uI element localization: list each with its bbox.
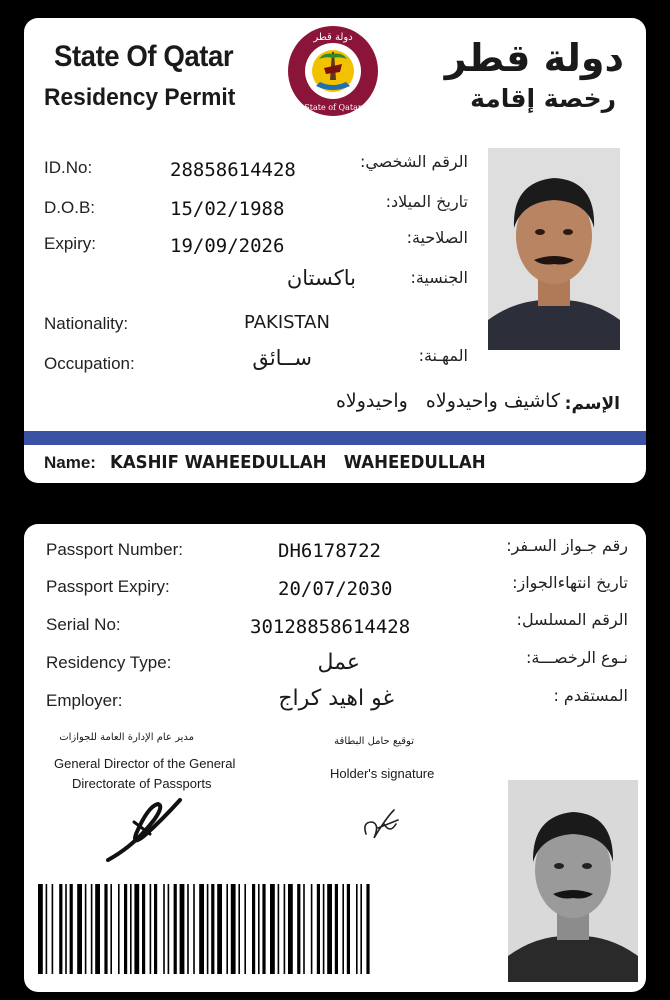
title-residency-permit-ar: رخصة إقامة (470, 84, 616, 113)
barcode-bar (297, 884, 300, 974)
barcode-bar (163, 884, 165, 974)
barcode-bar (366, 884, 369, 974)
holder-signature-ar: توقيع حامل البطاقة (334, 736, 414, 747)
barcode-bar (70, 884, 73, 974)
barcode-bar (193, 884, 195, 974)
director-title-ar: مدير عام الإدارة العامة للجوازات (59, 732, 194, 743)
id-label: ID.No: (44, 158, 93, 177)
barcode-bar (154, 884, 157, 974)
occupation-label-ar: المهـنة: (418, 346, 468, 365)
emblem-text-ar: دولة قطر (313, 32, 353, 43)
director-title-en-2: Directorate of Passports (72, 776, 212, 791)
barcode-bar (311, 884, 313, 974)
residency-card-back (24, 524, 646, 992)
barcode-bar (317, 884, 320, 974)
barcode-bar (342, 884, 344, 974)
barcode (36, 884, 376, 974)
occupation-label: Occupation: (44, 354, 135, 373)
passport-value: DH6178722 (278, 540, 381, 562)
expiry-label-ar: الصلاحية: (406, 228, 468, 247)
name-label: Name: (44, 453, 96, 472)
qatar-emblem-logo (286, 24, 380, 118)
barcode-bar (168, 884, 170, 974)
name-value-ar: كاشيف واحيدولاه واحيدولاه (335, 390, 560, 412)
blue-band (24, 431, 646, 445)
barcode-bar (323, 884, 325, 974)
holder-photo (488, 148, 620, 350)
barcode-bar (104, 884, 107, 974)
id-label-ar: الرقم الشخصي: (359, 152, 468, 171)
barcode-bar (187, 884, 189, 974)
barcode-bar (284, 884, 286, 974)
dob-label: D.O.B: (44, 198, 96, 217)
barcode-bar (303, 884, 305, 974)
nationality-label-ar: الجنسية: (410, 268, 468, 287)
barcode-bar (288, 884, 293, 974)
barcode-bar (134, 884, 139, 974)
expiry-value: 19/09/2026 (170, 235, 285, 257)
residency-type-value-ar: عمل (317, 650, 360, 675)
barcode-bar (226, 884, 228, 974)
barcode-bar (356, 884, 358, 974)
barcode-bar (85, 884, 87, 974)
residency-card-front (24, 18, 646, 483)
barcode-bar (244, 884, 246, 974)
passport-label-ar: رقم جـواز السـفر: (506, 536, 628, 555)
barcode-bar (118, 884, 120, 974)
holder-signature (360, 804, 404, 844)
passport-expiry-value: 20/07/2030 (278, 578, 393, 600)
barcode-bar (199, 884, 204, 974)
barcode-bar (38, 884, 43, 974)
barcode-bar (77, 884, 82, 974)
barcode-bar (347, 884, 350, 974)
barcode-bar (59, 884, 62, 974)
barcode-bar (65, 884, 67, 974)
employer-label: Employer: (46, 691, 123, 710)
barcode-bar (130, 884, 132, 974)
name-label-ar: الإسم: (564, 394, 620, 414)
title-state-of-qatar-ar: دولة قطر (444, 36, 624, 80)
barcode-bar (211, 884, 214, 974)
serial-value: 30128858614428 (250, 616, 411, 638)
holder-photo-back (508, 780, 638, 982)
expiry-label: Expiry: (44, 234, 96, 253)
barcode-bar (238, 884, 240, 974)
barcode-bar (360, 884, 362, 974)
barcode-bar (207, 884, 209, 974)
dob-label-ar: تاريخ الميلاد: (385, 192, 468, 211)
director-signature (104, 796, 184, 866)
employer-value-ar: غو اهيد كراج (278, 686, 394, 711)
barcode-bar (258, 884, 260, 974)
barcode-bar (262, 884, 265, 974)
nationality-value-ar: باكستان (286, 266, 356, 290)
barcode-bar (335, 884, 338, 974)
barcode-bar (278, 884, 280, 974)
holder-signature-en: Holder's signature (330, 766, 435, 781)
person-silhouette-icon (508, 780, 638, 982)
barcode-bar (174, 884, 177, 974)
barcode-bar (270, 884, 275, 974)
barcode-bar (150, 884, 152, 974)
nationality-label: Nationality: (44, 314, 129, 333)
person-silhouette-icon (488, 148, 620, 350)
employer-label-ar: المستقدم : (553, 686, 628, 705)
serial-label-ar: الرقم المسلسل: (516, 610, 628, 629)
barcode-bar (231, 884, 236, 974)
passport-label: Passport Number: (46, 540, 183, 559)
barcode-bar (327, 884, 332, 974)
title-state-of-qatar: State Of Qatar (54, 40, 234, 73)
barcode-bar (52, 884, 54, 974)
barcode-bar (95, 884, 100, 974)
barcode-bar (252, 884, 255, 974)
barcode-bar (110, 884, 112, 974)
passport-expiry-label: Passport Expiry: (46, 577, 170, 596)
emblem-text-en: State of Qatar (304, 103, 362, 112)
barcode-bar (46, 884, 48, 974)
residency-type-label: Residency Type: (46, 653, 172, 672)
id-value: 28858614428 (170, 159, 296, 181)
serial-label: Serial No: (46, 615, 121, 634)
dob-value: 15/02/1988 (170, 198, 285, 220)
nationality-value: PAKISTAN (244, 312, 330, 333)
name-value: KASHIF WAHEEDULLAH WAHEEDULLAH (110, 452, 486, 473)
passport-expiry-label-ar: تاريخ انتهاءالجواز: (512, 573, 628, 592)
barcode-bar (142, 884, 145, 974)
residency-type-label-ar: نـوع الرخصـــة: (526, 648, 628, 667)
title-residency-permit: Residency Permit (44, 84, 236, 111)
barcode-bar (91, 884, 93, 974)
occupation-value-ar: ســائق (252, 346, 312, 370)
barcode-bar (217, 884, 222, 974)
director-title-en-1: General Director of the General (54, 756, 236, 771)
barcode-bar (124, 884, 127, 974)
barcode-bar (180, 884, 185, 974)
